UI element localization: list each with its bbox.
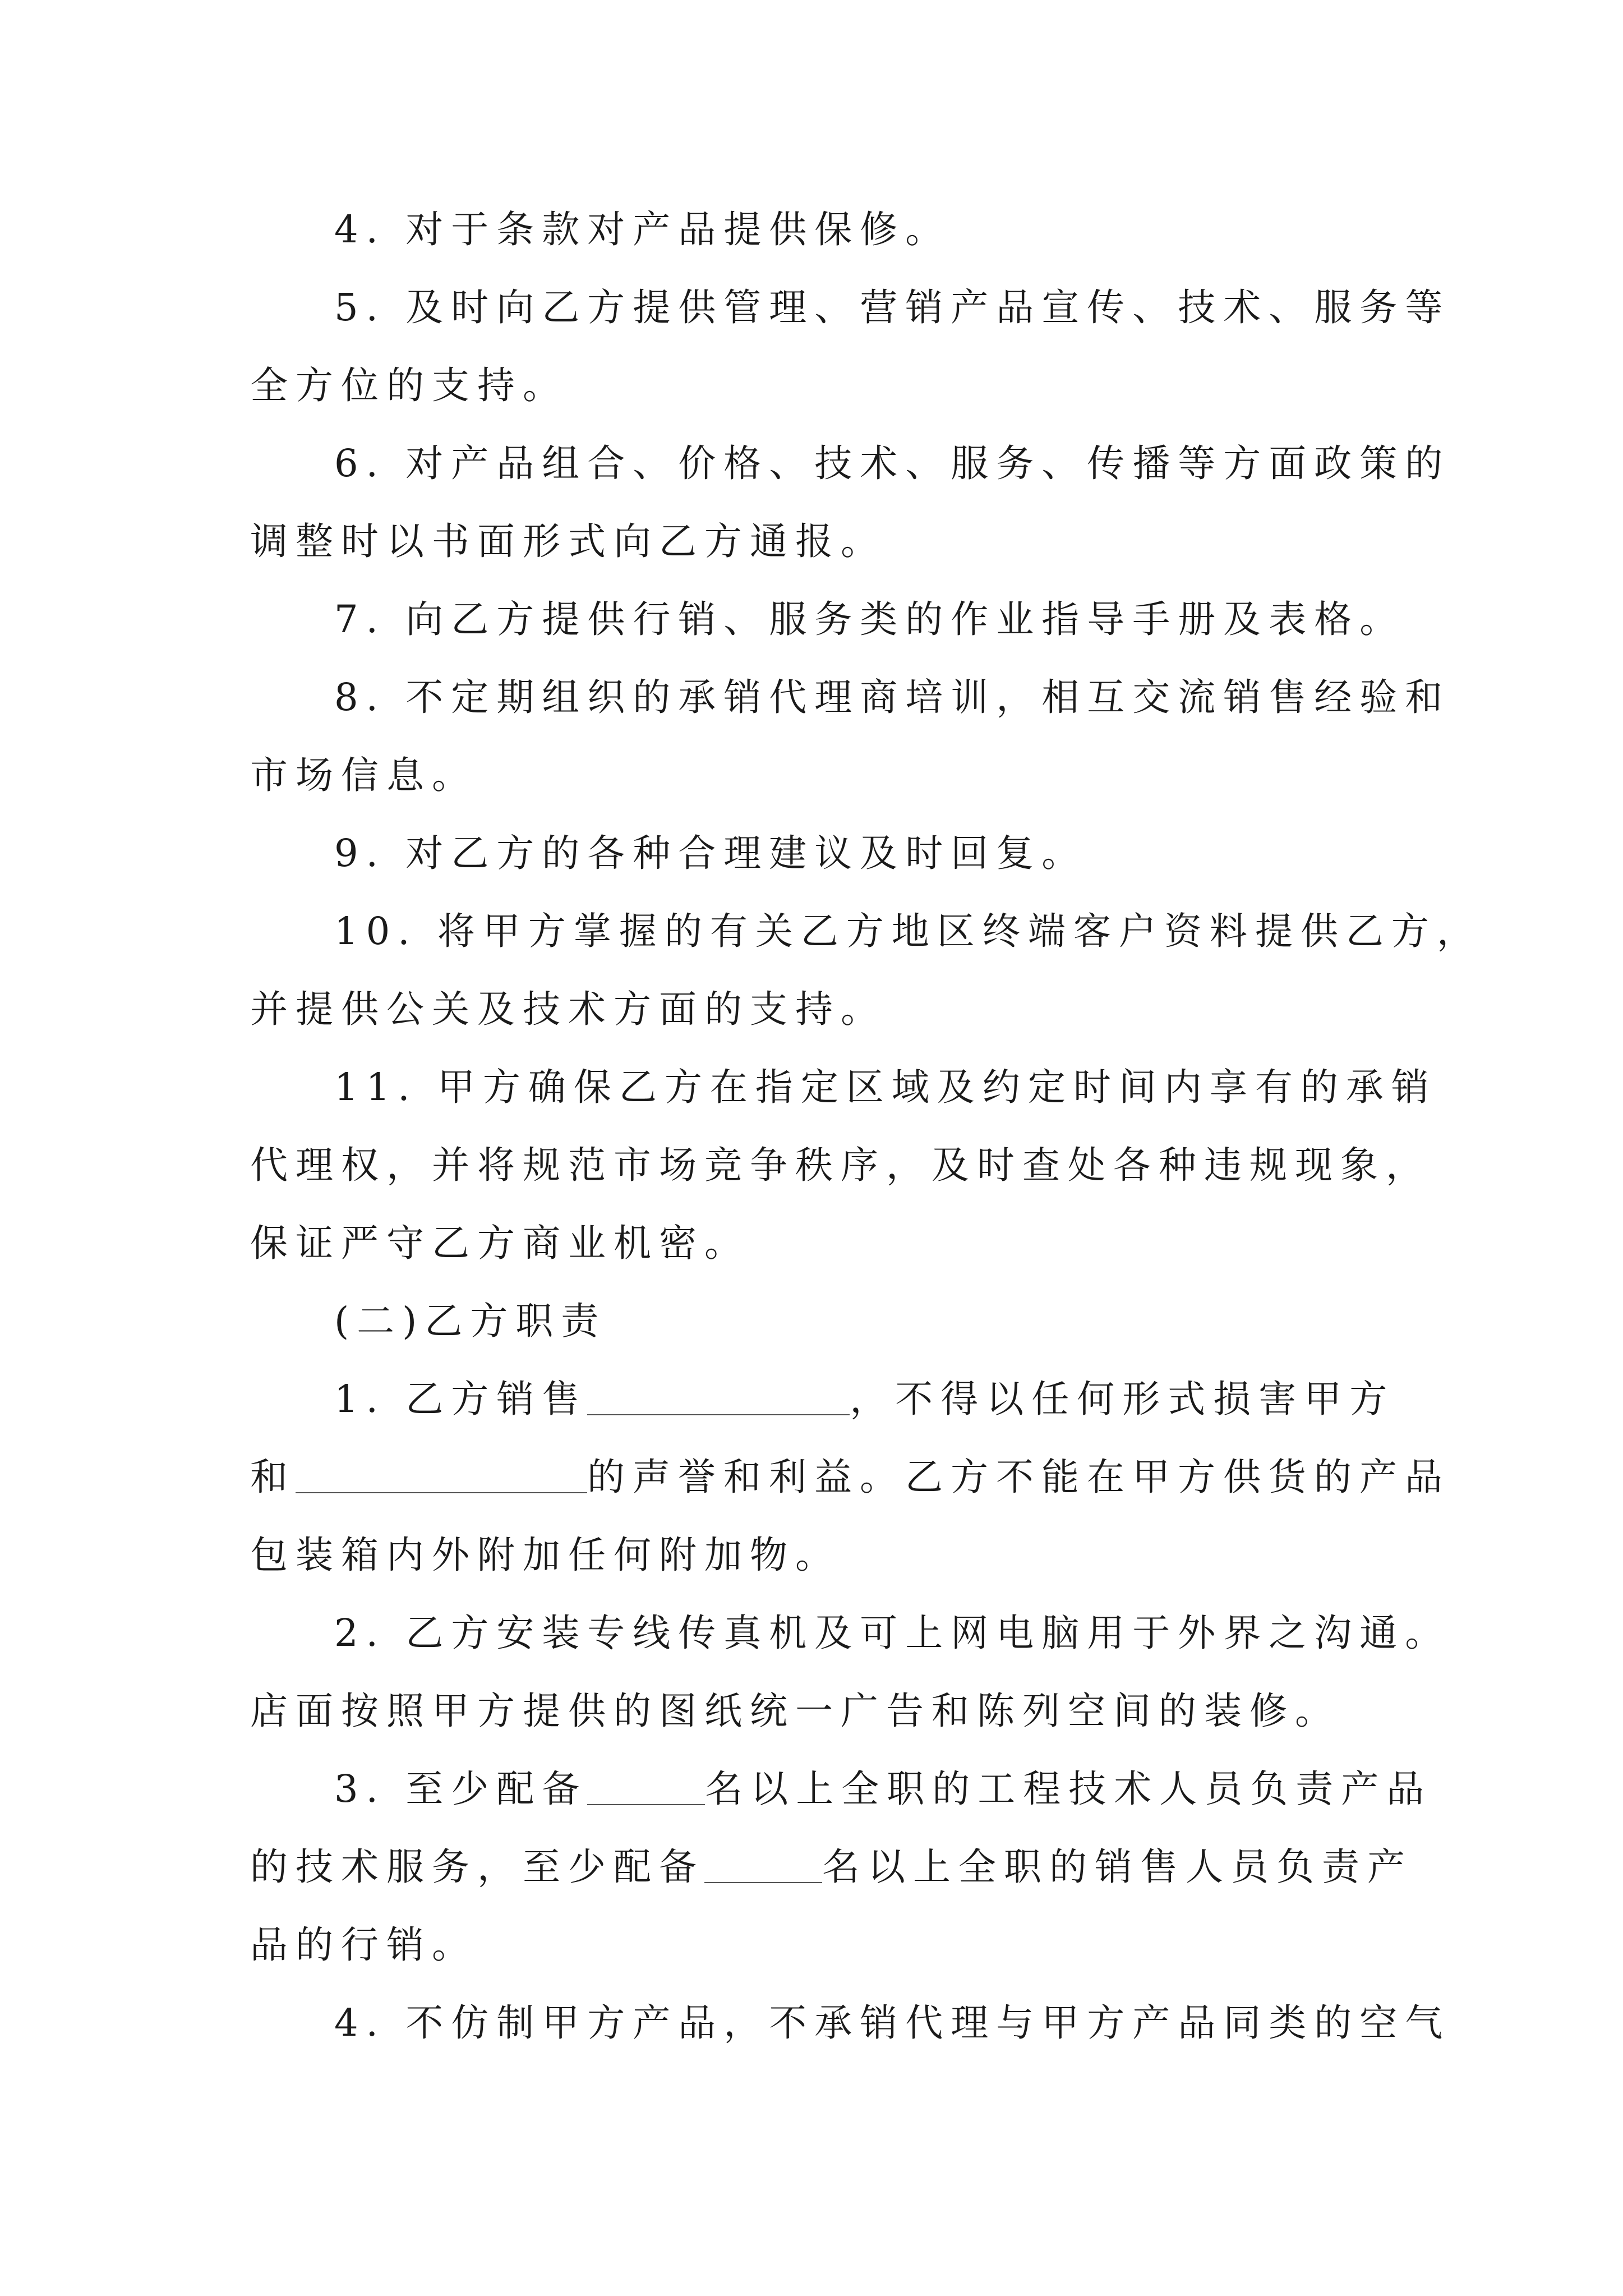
clause-paragraph	[250, 659, 1451, 815]
text-segment: 1. 乙方销售	[334, 1377, 588, 1421]
text-line: 9. 对乙方的各种合理建议及时回复。	[334, 831, 1087, 875]
text-segment: ，不得以任何形式损害甲方	[850, 1377, 1395, 1421]
text-line: 10. 将甲方掌握的有关乙方地区终端客户资料提供乙方，	[334, 909, 1482, 953]
text-line: 包装箱内外附加任何附加物。	[250, 1533, 841, 1577]
fill-in-blank[interactable]	[587, 1803, 705, 1805]
fill-in-blank[interactable]	[296, 1492, 587, 1493]
text-line: 7. 向乙方提供行销、服务类的作业指导手册及表格。	[334, 597, 1405, 641]
text-line: 8. 不定期组织的承销代理商培训，相互交流销售经验和	[334, 675, 1451, 719]
text-line	[250, 1438, 1450, 1516]
text-line: 代理权，并将规范市场竞争秩序，及时查处各种违规现象，	[250, 1143, 1431, 1187]
text-line: 全方位的支持。	[250, 364, 568, 407]
document-page	[250, 191, 1482, 2062]
text-segment: 名以上全职的工程技术人员负责产品	[705, 1767, 1432, 1811]
text-line: 并提供公关及技术方面的支持。	[250, 987, 886, 1031]
fill-in-blank[interactable]	[704, 1881, 822, 1883]
clause-paragraph	[250, 1360, 1450, 1594]
text-line: 调整时以书面形式向乙方通报。	[250, 519, 886, 563]
heading-text: (二)乙方职责	[334, 1299, 607, 1343]
text-line: 保证严守乙方商业机密。	[250, 1221, 750, 1265]
text-line: 4. 不仿制甲方产品，不承销代理与甲方产品同类的空气	[334, 2001, 1451, 2045]
clause-paragraph	[250, 892, 1482, 1048]
text-segment: 3. 至少配备	[334, 1767, 588, 1811]
clause-paragraph	[250, 269, 1451, 425]
clause-paragraph	[250, 581, 1405, 659]
text-line: 5. 及时向乙方提供管理、营销产品宣传、技术、服务等	[334, 286, 1451, 329]
fill-in-blank[interactable]	[587, 1414, 850, 1415]
text-line: 11. 甲方确保乙方在指定区域及约定时间内享有的承销	[334, 1065, 1437, 1109]
clause-paragraph	[250, 1594, 1451, 1750]
text-line: 品的行销。	[250, 1923, 477, 1967]
clause-paragraph	[250, 1750, 1432, 1984]
clause-paragraph	[250, 1048, 1437, 1282]
text-line: 市场信息。	[250, 753, 477, 797]
clause-paragraph	[250, 425, 1451, 581]
text-segment: 名以上全职的销售人员负责产	[822, 1845, 1413, 1889]
text-segment: 的技术服务，至少配备	[250, 1845, 704, 1889]
section-heading	[250, 1282, 1372, 1360]
text-line: 4. 对于条款对产品提供保修。	[334, 208, 951, 251]
text-segment: 的声誉和利益。乙方不能在甲方供货的产品	[587, 1455, 1450, 1499]
text-line: 店面按照甲方提供的图纸统一广告和陈列空间的装修。	[250, 1689, 1340, 1733]
clause-paragraph	[250, 191, 1372, 269]
text-line	[250, 1360, 1395, 1438]
text-segment: 和	[250, 1455, 296, 1499]
text-line: 6. 对产品组合、价格、技术、服务、传播等方面政策的	[334, 441, 1451, 485]
text-line: 2. 乙方安装专线传真机及可上网电脑用于外界之沟通。	[334, 1611, 1451, 1655]
text-line	[250, 1828, 1413, 1906]
text-line	[250, 1750, 1432, 1828]
clause-paragraph	[250, 1984, 1451, 2062]
clause-paragraph	[250, 815, 1372, 892]
